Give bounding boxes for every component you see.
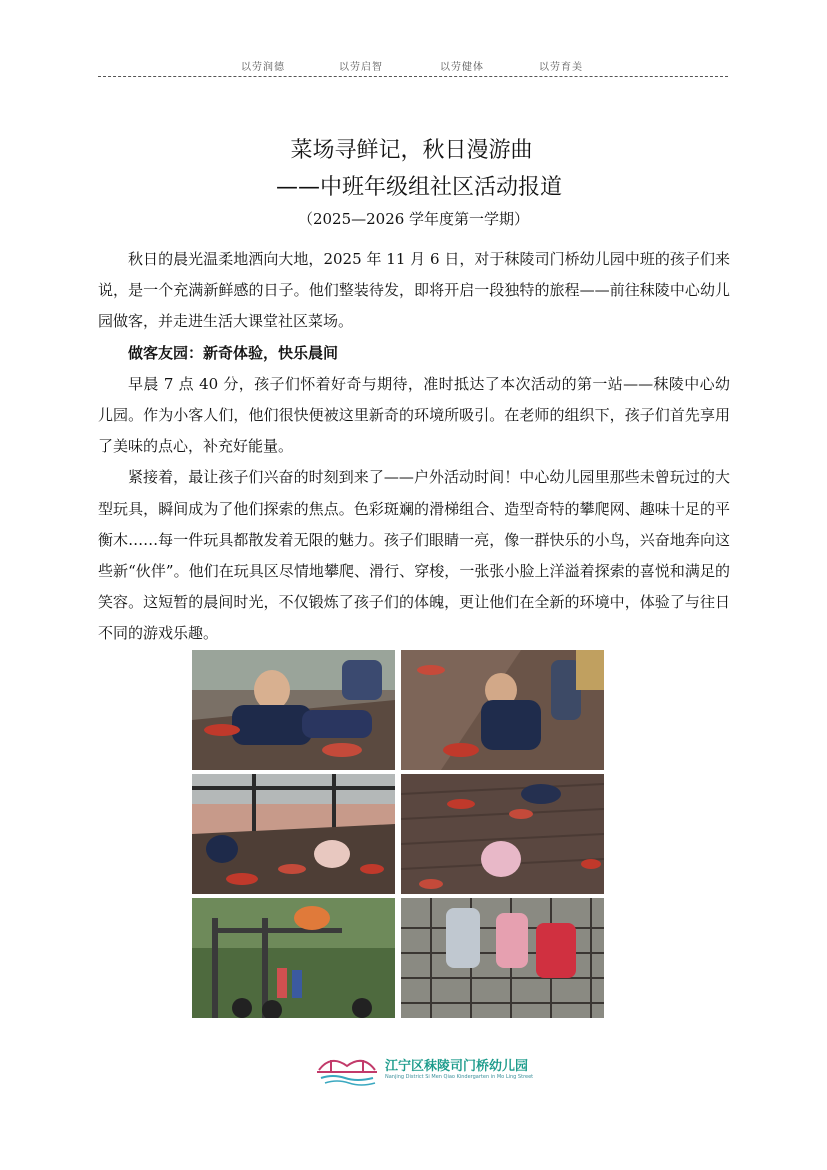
logo-school-english: Nanjing District Si Men Qiao Kindergarten in Mo Ling Street [385, 1074, 534, 1080]
page-header [98, 58, 728, 77]
article-subtitle: ——中班年级组社区活动报道 [276, 175, 563, 200]
header-item-3: 以劳健体 [440, 62, 484, 73]
bridge-logo-icon [315, 1052, 379, 1086]
header-item-2: 以劳启智 [339, 62, 383, 73]
term-label: （2025—2026 学年度第一学期） [297, 210, 530, 228]
paragraph-morning: 早晨 7 点 40 分，孩子们怀着好奇与期待，准时抵达了本次活动的第一站——秣陵中心幼儿园。作为小客人们，他们很快便被这里新奇的环境所吸引。在老师的组织下，孩子们首先享用了美味的点心，补充好能量。 [98, 374, 730, 456]
photo-children-crawling-2 [401, 650, 604, 770]
article-body [98, 244, 730, 650]
logo-school-name: 江宁区秣陵司门桥幼儿园 [385, 1059, 529, 1074]
photo-climbing-deck-1 [192, 774, 395, 894]
photo-grid [192, 650, 605, 1018]
photo-children-crawling-1 [192, 650, 395, 770]
section-heading: 做客友园：新奇体验，快乐晨间 [128, 343, 339, 362]
header-item-1: 以劳润德 [241, 62, 285, 73]
photo-playground-frame [192, 898, 395, 1018]
photo-climbing-net [401, 898, 604, 1018]
photo-climbing-deck-2 [401, 774, 604, 894]
header-item-4: 以劳育美 [539, 62, 583, 73]
paragraph-intro: 秋日的晨光温柔地洒向大地，2025 年 11 月 6 日，对于秣陵司门桥幼儿园中班的孩子们来说，是一个充满新鲜感的日子。他们整装待发，即将开启一段独特的旅程——前往秣陵中心幼儿园做客，并走进生活大课堂社区菜场。 [98, 250, 730, 331]
school-logo [315, 1052, 534, 1088]
paragraph-outdoor: 紧接着，最让孩子们兴奋的时刻到来了——户外活动时间！中心幼儿园里那些未曾玩过的大型玩具，瞬间成为了他们探索的焦点。色彩斑斓的滑梯组合、造型奇特的攀爬网、趣味十足的平衡木……每一件玩具都散发着无限的魅力。孩子们眼睛一亮，像一群快乐的小鸟，兴奋地奔向这些新“伙伴”。他们在玩具区尽情地攀爬、滑行、穿梭，一张张小脸上洋溢着探索的喜悦和满足的笑容。这短暂的晨间时光，不仅锻炼了孩子们的体魄，更让他们在全新的环境中，体验了与往日不同的游戏乐趣。 [98, 468, 730, 643]
article-title: 菜场寻鲜记，秋日漫游曲 [290, 138, 533, 163]
